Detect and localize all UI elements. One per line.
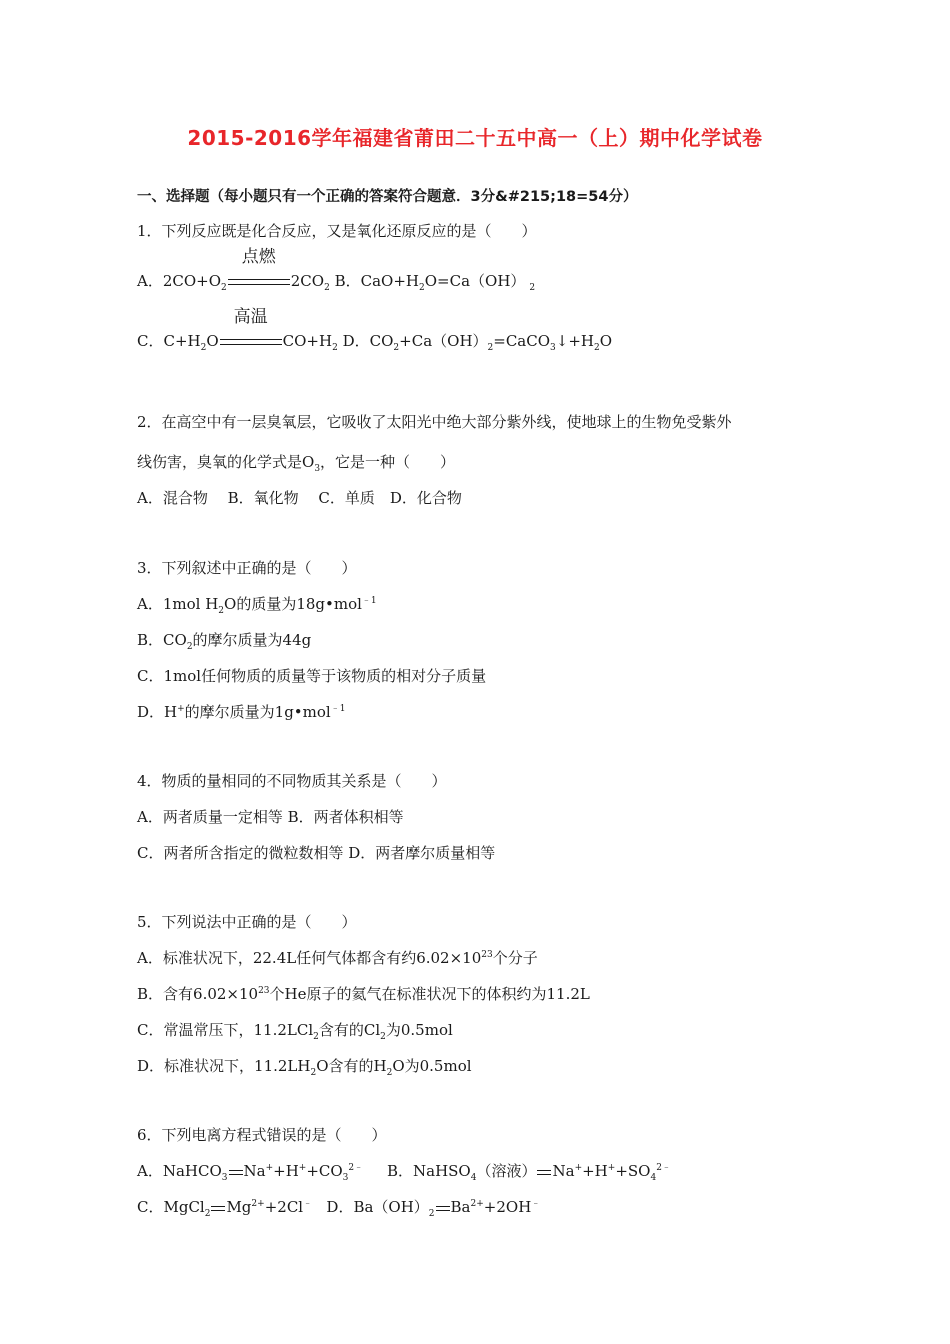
q3-option-c: C．1mol任何物质的质量等于该物质的相对分子质量 [137, 667, 487, 685]
q2-stem-line2: 线伤害，臭氧的化学式是$O_3$，它是一种（ ） [137, 453, 456, 474]
q2-stem-line1: 2．在高空中有一层臭氧层，它吸收了太阳光中绝大部分紫外线，使地球上的生物免受紫外 [137, 413, 732, 431]
q6-option-a: A．NaHCO$_3$ $Na^++H^++CO_3^{2﹣}$ [137, 1162, 364, 1183]
q3-stem: 3．下列叙述中正确的是（ ） [137, 559, 357, 577]
q1-a-condition-arrow [227, 247, 291, 291]
q4-stem: 4．物质的量相同的不同物质其关系是（ ） [137, 772, 447, 790]
q4-options-cd: C．两者所含指定的微粒数相等 D．两者摩尔质量相等 [137, 844, 496, 862]
q2-options: A．混合物 B．氧化物 C．单质 D．化合物 [137, 489, 462, 507]
q1-option-b: B．$CaO+H_2O=Ca(OH)$ $_2$ [334, 272, 536, 293]
equals-line-icon [220, 339, 282, 345]
q6-stem: 6．下列电离方程式错误的是（ ） [137, 1126, 387, 1144]
q5-option-b: B．含有$6.02\times 10^{23}$个He原子的氦气在标准状况下的体积约为11.2L [137, 985, 590, 1003]
q6-option-b: B．NaHSO$_4$（溶液） $Na^++H^++SO_4^{2﹣}$ [386, 1162, 671, 1183]
q1-options-cd: C．$C+H_2O$ 高温 $CO+H_2$ D．$CO_2+Ca(OH)_2=CaCO_3↓+H_2O$ [137, 307, 613, 353]
q1-a-condition: 点燃 [241, 247, 276, 267]
equals-line-icon [537, 1170, 551, 1175]
q1-option-d: D．$CO_2+Ca(OH)_2=CaCO_3↓+H_2O$ [342, 332, 613, 353]
q5-stem: 5．下列说法中正确的是（ ） [137, 913, 357, 931]
q1-c-condition: 高温 [233, 307, 268, 327]
equals-line-icon [228, 279, 290, 285]
q1-options-ab: A．$2CO+O_2$ 点燃 $2CO_2$ B．$CaO+H_2O=Ca(OH)$ $_2$ [137, 247, 536, 293]
section-heading: 一、选择题（每小题只有一个正确的答案符合题意．3分&#215;18=54分） [137, 189, 638, 205]
q1-c-condition-arrow [219, 307, 283, 351]
equals-line-icon [211, 1206, 225, 1211]
q6-option-c: C．MgCl$_2$ $Mg^{2+}+2Cl^﹣$ [137, 1198, 313, 1219]
q1-stem: 1．下列反应既是化合反应，又是氧化还原反应的是（ ） [137, 222, 537, 240]
exam-title: 2015-2016学年福建省莆田二十五中高一（上）期中化学试卷 [187, 126, 763, 150]
q1-option-a: A．$2CO+O_2$ [137, 272, 227, 293]
q6-options-ab [137, 1161, 671, 1181]
q1-option-c: C．$C+H_2O$ [137, 332, 219, 353]
q3-option-b: B．$CO_2$的摩尔质量为44g [137, 631, 312, 652]
q3-option-a: A．1mol $H_2O$的质量为18g•mol$^{﹣1}$ [137, 595, 377, 616]
q5-option-d: D．标准状况下，$11.2LH_2O$含有的$H_2O$为0.5mol [137, 1057, 472, 1078]
q6-option-d: D．$Ba(OH)_2$ $Ba^{2+}+2OH^﹣$ [326, 1198, 541, 1219]
equals-line-icon [436, 1206, 450, 1211]
q3-option-d: D．H+的摩尔质量为1g•mol$^{﹣1}$ [137, 703, 346, 721]
q6-options-cd [137, 1197, 540, 1217]
equals-line-icon [229, 1170, 243, 1175]
q4-options-ab: A．两者质量一定相等 B．两者体积相等 [137, 808, 404, 826]
q5-option-a: A．标准状况下，22.4L任何气体都含有约$6.02\times 10^{23}$个分子 [137, 949, 538, 967]
q5-option-c: C．常温常压下，11.2LCl$_2$含有的$Cl_2$为0.5mol [137, 1021, 453, 1042]
